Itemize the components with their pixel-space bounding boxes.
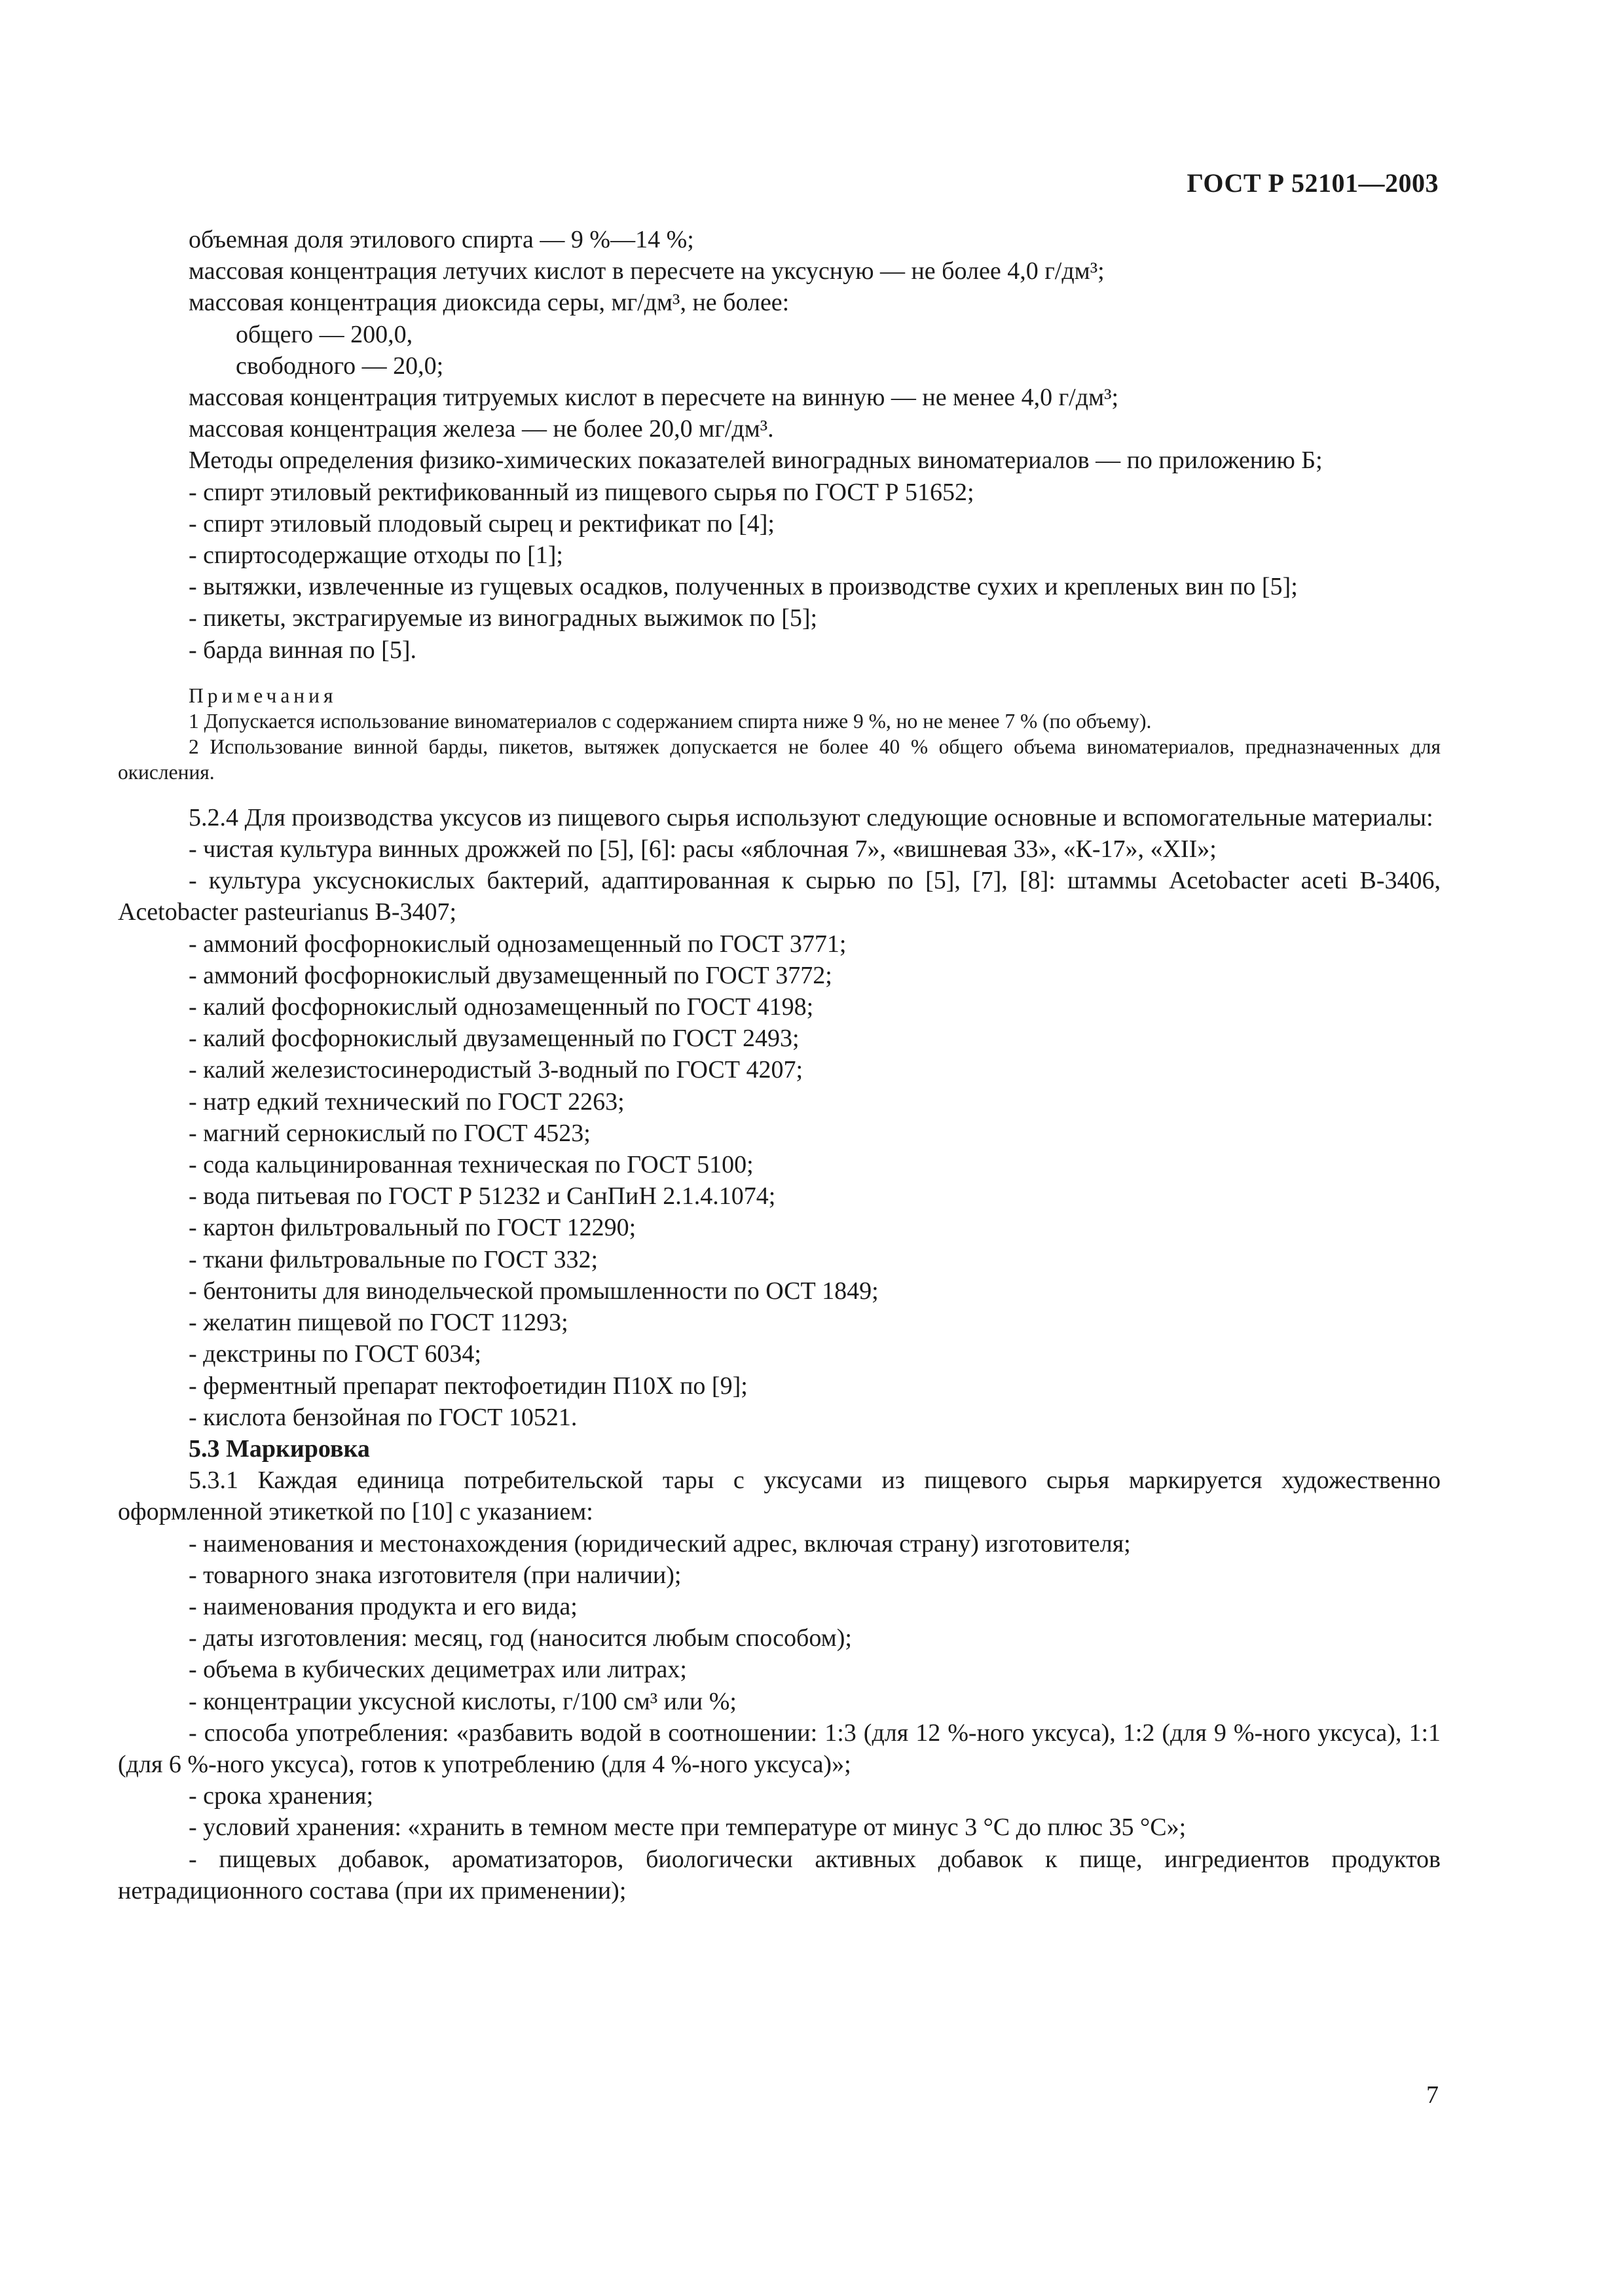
marking-item: - пищевых добавок, ароматизаторов, биологически активных добавок к пище, ингредиентов продуктов нетрадиционного состава (при их применении);	[118, 1845, 1441, 1904]
material-item: - спирт этиловый плодовый сырец и ректификат по [4];	[189, 509, 775, 538]
marking-item: - наименования продукта и его вида;	[189, 1592, 578, 1620]
material-item: - ткани фильтровальные по ГОСТ 332;	[189, 1245, 599, 1273]
material-item: - сода кальцинированная техническая по ГОСТ 5100;	[189, 1151, 754, 1179]
indicator-line: объемная доля этилового спирта — 9 %—14 %;	[189, 226, 694, 253]
marking-item: - товарного знака изготовителя (при наличии);	[189, 1561, 682, 1589]
document-body	[118, 224, 1441, 1906]
material-item: - чистая культура винных дрожжей по [5], [6]: расы «яблочная 7», «вишневая 33», «К-17», «XII»;	[189, 835, 1217, 864]
methods-paragraph: Методы определения физико-химических показателей виноградных виноматериалов — по приложению Б;	[189, 446, 1323, 475]
material-item: - натр едкий технический по ГОСТ 2263;	[189, 1087, 625, 1116]
sulfur-line: свободного — 20,0;	[236, 352, 444, 380]
material-item: - калий железистосинеродистый 3-водный по ГОСТ 4207;	[189, 1056, 803, 1084]
marking-item: - условий хранения: «хранить в темном месте при температуре от минус 3 °С до плюс 35 °С»;	[189, 1813, 1187, 1842]
document-header: ГОСТ Р 52101—2003	[1187, 168, 1439, 198]
material-item: - спирт этиловый ректификованный из пищевого сырья по ГОСТ Р 51652;	[189, 478, 974, 506]
note-item: 2 Использование винной барды, пикетов, вытяжек допускается не более 40 % общего объема виноматериалов, предназначенных для окисления.	[118, 735, 1441, 784]
marking-item: - объема в кубических дециметрах или литрах;	[189, 1656, 687, 1684]
notes-block	[118, 683, 1441, 785]
material-item: - пикеты, экстрагируемые из виноградных выжимок по [5];	[189, 604, 818, 632]
indicator-line: массовая концентрация титруемых кислот в пересчете на винную — не менее 4,0 г/дм³;	[189, 384, 1119, 412]
indicator-line: массовая концентрация летучих кислот в пересчете на уксусную — не более 4,0 г/дм³;	[189, 257, 1105, 285]
notes-title: Примечания	[189, 683, 337, 707]
material-item: - декстрины по ГОСТ 6034;	[189, 1340, 481, 1368]
material-item: - вода питьевая по ГОСТ Р 51232 и СанПиН 2.1.4.1074;	[189, 1182, 776, 1211]
marking-item: - наименования и местонахождения (юридический адрес, включая страну) изготовителя;	[189, 1529, 1131, 1558]
indicator-line: массовая концентрация диоксида серы, мг/дм³, не более:	[189, 289, 790, 317]
material-item: - культура уксуснокислых бактерий, адаптированная к сырью по [5], [7], [8]: штаммы Acetobacter aceti B-3406, Acetobacter pasteurianus B-3407;	[118, 867, 1441, 926]
material-item: - ферментный препарат пектофоетидин П10Х по [9];	[189, 1372, 748, 1400]
material-item: - кислота бензойная по ГОСТ 10521.	[189, 1403, 578, 1431]
sulfur-line: общего — 200,0,	[236, 320, 413, 348]
material-item: - барда винная по [5].	[189, 636, 416, 664]
material-item: - бентониты для винодельческой промышленности по ОСТ 1849;	[189, 1277, 879, 1305]
indicator-line: массовая концентрация железа — не более 20,0 мг/дм³.	[189, 415, 774, 443]
material-item: - аммоний фосфорнокислый двузамещенный по ГОСТ 3772;	[189, 961, 832, 989]
marking-item: - концентрации уксусной кислоты, г/100 см³ или %;	[189, 1687, 737, 1715]
marking-item: - даты изготовления: месяц, год (наносится любым способом);	[189, 1624, 852, 1652]
marking-item: - способа употребления: «разбавить водой в соотношении: 1:3 (для 12 %-ного уксуса), 1:2 (для 9 %-ного уксуса), 1:1 (для 6 %-ного уксуса), готов к употреблению (для 4 %-ного уксуса)»;	[118, 1719, 1441, 1778]
section-5-3-title: 5.3 Маркировка	[189, 1434, 370, 1463]
material-item: - картон фильтровальный по ГОСТ 12290;	[189, 1214, 636, 1242]
material-item: - спиртосодержащие отходы по [1];	[189, 541, 563, 570]
page-number: 7	[1426, 2081, 1439, 2109]
material-item: - желатин пищевой по ГОСТ 11293;	[189, 1309, 568, 1337]
material-item: - вытяжки, извлеченные из гущевых осадков, полученных в производстве сухих и крепленых вин по [5];	[189, 573, 1298, 601]
clause-5-3-1: 5.3.1 Каждая единица потребительской тары с уксусами из пищевого сырья маркируется художественно оформленной этикеткой по [10] с указанием:	[118, 1467, 1441, 1526]
marking-item: - срока хранения;	[189, 1782, 374, 1810]
note-item: 1 Допускается использование виноматериалов с содержанием спирта ниже 9 %, но не менее 7 % (по объему).	[189, 709, 1152, 733]
clause-5-2-4: 5.2.4 Для производства уксусов из пищевого сырья используют следующие основные и вспомогательные материалы:	[189, 803, 1433, 831]
material-item: - аммоний фосфорнокислый однозамещенный по ГОСТ 3771;	[189, 930, 847, 958]
material-item: - калий фосфорнокислый двузамещенный по ГОСТ 2493;	[189, 1025, 800, 1053]
material-item: - калий фосфорнокислый однозамещенный по ГОСТ 4198;	[189, 993, 814, 1021]
material-item: - магний сернокислый по ГОСТ 4523;	[189, 1119, 591, 1147]
